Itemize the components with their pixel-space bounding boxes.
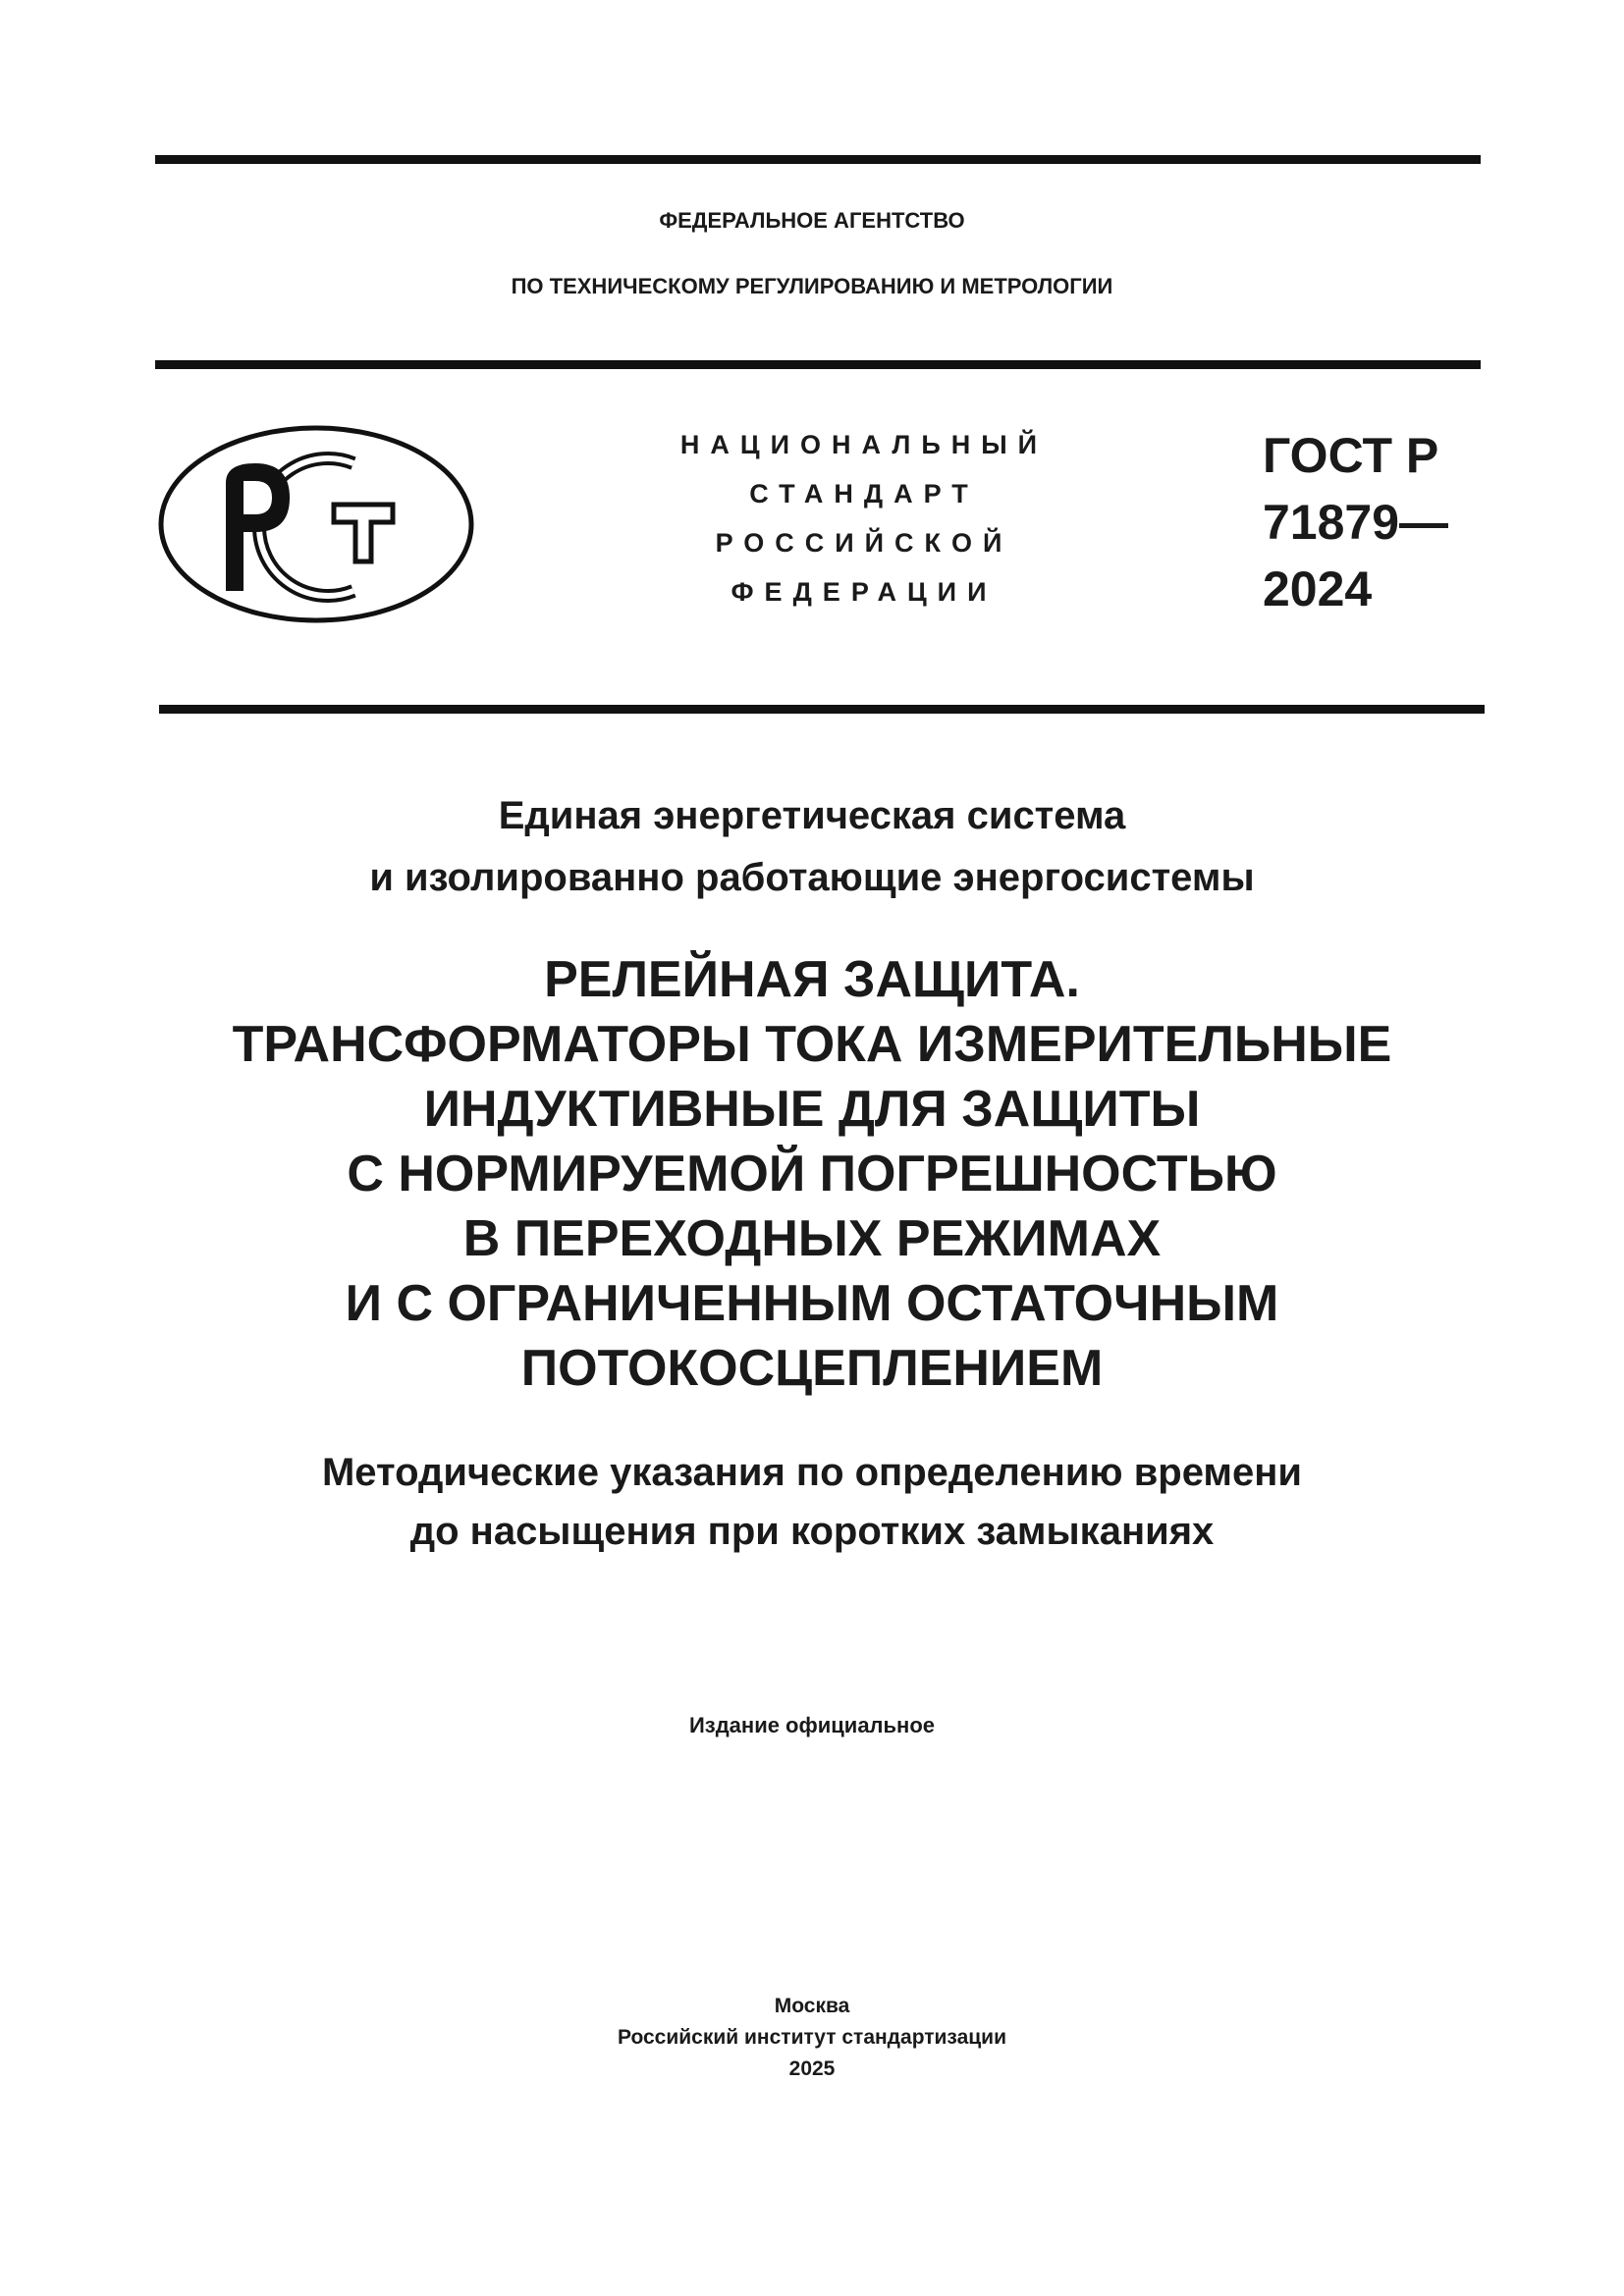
designation-line: ГОСТ Р — [1263, 428, 1439, 483]
system-title-line: и изолированно работающие энергосистемы — [369, 856, 1255, 899]
top-rule — [155, 155, 1481, 164]
main-title-line: ИНДУКТИВНЫЕ ДЛЯ ЗАЩИТЫ — [423, 1081, 1201, 1138]
edition-label: Издание официальное — [688, 1713, 936, 1737]
main-title-line: ПОТОКОСЦЕПЛЕНИЕМ — [520, 1340, 1104, 1397]
national-standard-line: РОССИЙСКОЙ — [715, 528, 1013, 558]
national-standard-label — [609, 420, 1119, 616]
publisher-city: Москва — [774, 1995, 850, 2017]
main-title-line: С НОРМИРУЕМОЙ ПОГРЕШНОСТЬЮ — [347, 1146, 1277, 1202]
main-title-line: ТРАНСФОРМАТОРЫ ТОКА ИЗМЕРИТЕЛЬНЫЕ — [232, 1016, 1392, 1073]
second-rule — [155, 360, 1481, 369]
subtitle-line: Методические указания по определению времени — [321, 1451, 1303, 1494]
agency-line-2: ПО ТЕХНИЧЕСКОМУ РЕГУЛИРОВАНИЮ И МЕТРОЛОГИИ — [511, 274, 1113, 298]
subtitle-line: до насыщения при коротких замыканиях — [409, 1510, 1215, 1553]
publisher-block — [0, 1991, 1624, 2085]
main-title — [0, 947, 1624, 1401]
main-title-line: И С ОГРАНИЧЕННЫМ ОСТАТОЧНЫМ — [345, 1275, 1279, 1332]
national-standard-line: НАЦИОНАЛЬНЫЙ — [679, 430, 1049, 459]
system-title — [0, 785, 1624, 909]
main-title-line: РЕЛЕЙНАЯ ЗАЩИТА. — [544, 951, 1080, 1008]
national-standard-line: СТАНДАРТ — [749, 479, 979, 508]
national-standard-line: ФЕДЕРАЦИИ — [731, 577, 998, 607]
rst-logo-icon — [157, 424, 476, 625]
publisher-name: Российский институт стандартизации — [617, 2026, 1007, 2049]
designation-line: 2024 — [1263, 561, 1373, 616]
third-rule — [159, 705, 1485, 714]
publication-year: 2025 — [788, 2057, 836, 2080]
main-title-line: В ПЕРЕХОДНЫХ РЕЖИМАХ — [462, 1210, 1162, 1267]
system-title-line: Единая энергетическая система — [498, 794, 1126, 837]
agency-line-1: ФЕДЕРАЛЬНОЕ АГЕНТСТВО — [659, 208, 965, 233]
subtitle — [0, 1443, 1624, 1561]
standard-designation — [1263, 422, 1448, 622]
designation-line: 71879— — [1263, 495, 1449, 550]
